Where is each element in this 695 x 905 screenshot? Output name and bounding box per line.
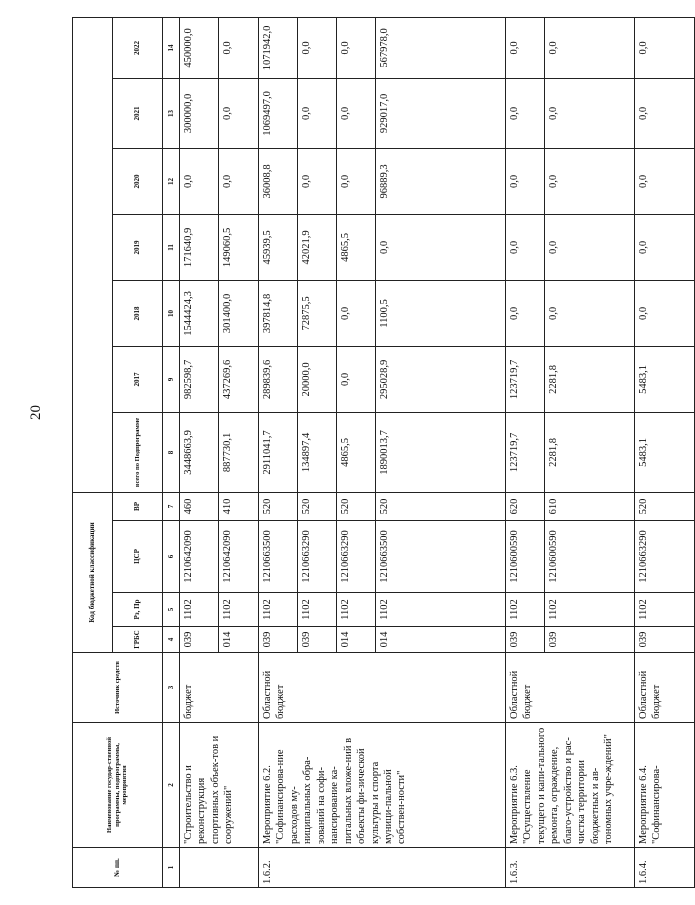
cell-csr: 1210663290 [337,521,376,593]
cell-year-2021: 0,0 [506,78,545,148]
header-no: № пп. [73,848,163,888]
cell-year-2020: 0,0 [219,148,259,214]
cell-rzpr: 1102 [219,593,259,627]
cell-rzpr: 1102 [376,593,506,627]
column-number: 4 [163,627,180,653]
cell-total: 2281,8 [545,412,635,492]
cell-year-2018: 397814,8 [259,280,298,346]
header-expenses-empty [73,17,113,492]
table-row [506,17,545,887]
cell-total: 134897,4 [298,412,337,492]
cell-vr: 520 [376,492,506,520]
cell-year-2018: 1100,5 [376,280,506,346]
cell-year-2017: 289839,6 [259,346,298,412]
cell-total: 4865,5 [337,412,376,492]
column-number: 14 [163,17,180,78]
cell-year-2019: 4865,5 [337,214,376,280]
column-number: 6 [163,521,180,593]
cell-csr: 1210663500 [376,521,506,593]
cell-year-2018: 0,0 [506,280,545,346]
table-row [180,17,219,887]
funding-source: Областной бюджет [259,653,506,723]
cell-grbs: 039 [635,627,695,653]
cell-vr: 620 [506,492,545,520]
cell-csr: 1210642090 [180,521,219,593]
cell-year-2020: 0,0 [298,148,337,214]
cell-csr: 1210663500 [259,521,298,593]
cell-vr: 520 [635,492,695,520]
cell-total: 123719,7 [506,412,545,492]
header-year-2021: 2021 [113,78,163,148]
cell-year-2019: 0,0 [506,214,545,280]
cell-year-2021: 0,0 [545,78,635,148]
cell-year-2019: 149060,5 [219,214,259,280]
column-number: 13 [163,78,180,148]
cell-rzpr: 1102 [298,593,337,627]
cell-vr: 610 [545,492,635,520]
cell-year-2018: 0,0 [635,280,695,346]
header-year-2017: 2017 [113,346,163,412]
measure-name: Мероприятие 6.3. "Осуществление текущего и капи-тального ремонта, ограждение, благо-устройство и рас-чистка территории бюджетных и ав-тономных учре-ждений" [506,723,635,848]
cell-vr: 520 [337,492,376,520]
cell-rzpr: 1102 [180,593,219,627]
column-number: 5 [163,593,180,627]
header-year-2018: 2018 [113,280,163,346]
cell-grbs: 039 [545,627,635,653]
cell-csr: 1210642090 [219,521,259,593]
cell-year-2020: 0,0 [337,148,376,214]
cell-year-2022: 567978,0 [376,17,506,78]
cell-year-2021: 0,0 [337,78,376,148]
cell-year-2022: 0,0 [298,17,337,78]
cell-year-2022: 450000,0 [180,17,219,78]
header-year-2022: 2022 [113,17,163,78]
column-number: 11 [163,214,180,280]
cell-year-2018: 0,0 [545,280,635,346]
funding-source: Областной бюджет [506,653,635,723]
cell-csr: 1210600590 [545,521,635,593]
column-number: 2 [163,723,180,848]
row-number: 1.6.3. [506,848,635,888]
cell-year-2019: 171640,9 [180,214,219,280]
cell-year-2018: 0,0 [337,280,376,346]
cell-total: 887730,1 [219,412,259,492]
header-name: Наименование государ-ственной программы, подпрограммы, мероприятия [73,723,163,848]
cell-grbs: 014 [337,627,376,653]
header-year-2019: 2019 [113,214,163,280]
cell-year-2017: 5483,1 [635,346,695,412]
cell-year-2021: 0,0 [219,78,259,148]
header-code-group: Код бюджетной классификации [73,492,113,652]
cell-vr: 410 [219,492,259,520]
cell-total: 2911041,7 [259,412,298,492]
cell-csr: 1210600590 [506,521,545,593]
cell-year-2022: 0,0 [337,17,376,78]
table-row [259,17,298,887]
column-number-row [163,17,180,887]
cell-year-2019: 0,0 [376,214,506,280]
cell-year-2020: 36008,8 [259,148,298,214]
cell-year-2020: 0,0 [545,148,635,214]
cell-year-2022: 0,0 [635,17,695,78]
cell-rzpr: 1102 [635,593,695,627]
cell-year-2021: 1069497,0 [259,78,298,148]
cell-csr: 1210663290 [635,521,695,593]
cell-year-2017: 123719,7 [506,346,545,412]
cell-year-2022: 0,0 [506,17,545,78]
header-year-2020: 2020 [113,148,163,214]
header-grbs: ГРБС [113,627,163,653]
table-body [180,17,695,887]
cell-grbs: 039 [506,627,545,653]
funding-source: Областной бюджет [635,653,695,723]
cell-year-2022: 0,0 [219,17,259,78]
column-number: 8 [163,412,180,492]
cell-total: 1890013,7 [376,412,506,492]
cell-year-2017: 982598,7 [180,346,219,412]
header-vr: ВР [113,492,163,520]
cell-year-2020: 0,0 [635,148,695,214]
cell-rzpr: 1102 [337,593,376,627]
page-number: 20 [28,405,44,420]
measure-name: "Строительство и реконструкция спортивных объек-тов и сооружений" [180,723,259,848]
cell-vr: 520 [298,492,337,520]
cell-year-2017: 20000,0 [298,346,337,412]
cell-total: 3448663,9 [180,412,219,492]
cell-csr: 1210663290 [298,521,337,593]
column-number: 10 [163,280,180,346]
cell-grbs: 014 [376,627,506,653]
cell-grbs: 014 [219,627,259,653]
cell-year-2019: 0,0 [635,214,695,280]
cell-year-2017: 2281,8 [545,346,635,412]
header-total: всего по Подпрограмме [113,412,163,492]
cell-year-2017: 295028,9 [376,346,506,412]
cell-year-2017: 437269,6 [219,346,259,412]
header-source: Источник средств [73,653,163,723]
cell-year-2021: 0,0 [298,78,337,148]
cell-year-2020: 0,0 [180,148,219,214]
cell-grbs: 039 [180,627,219,653]
measure-name: Мероприятие 6.4. "Софинансирова- [635,723,695,848]
cell-year-2019: 45939,5 [259,214,298,280]
measure-name: Мероприятие 6.2. "Софинансирова-ние расходов му-ниципальных обра-зований на софи-нансирование ка-питальных вложе-ний в объекты фи-зической культуры и спорта муници-пальной собствен-ности" [259,723,506,848]
rotated-page-content [72,18,663,888]
cell-rzpr: 1102 [259,593,298,627]
cell-vr: 520 [259,492,298,520]
header-rzpr: Рз, Пр [113,593,163,627]
cell-rzpr: 1102 [506,593,545,627]
funding-source: бюджет [180,653,259,723]
cell-year-2019: 0,0 [545,214,635,280]
cell-grbs: 039 [298,627,337,653]
cell-grbs: 039 [259,627,298,653]
cell-year-2020: 96889,3 [376,148,506,214]
cell-year-2018: 301400,0 [219,280,259,346]
row-number: 1.6.2. [259,848,506,888]
cell-rzpr: 1102 [545,593,635,627]
cell-year-2017: 0,0 [337,346,376,412]
row-number [180,848,259,888]
cell-year-2021: 300000,0 [180,78,219,148]
cell-year-2022: 0,0 [545,17,635,78]
table-row [635,17,695,887]
cell-total: 5483,1 [635,412,695,492]
cell-year-2021: 929017,0 [376,78,506,148]
cell-year-2021: 0,0 [635,78,695,148]
column-number: 7 [163,492,180,520]
header-csr: ЦСР [113,521,163,593]
cell-year-2022: 1071942,0 [259,17,298,78]
cell-year-2018: 72875,5 [298,280,337,346]
cell-year-2019: 42021,9 [298,214,337,280]
column-number: 3 [163,653,180,723]
cell-year-2018: 1544424,3 [180,280,219,346]
column-number: 1 [163,848,180,888]
column-number: 9 [163,346,180,412]
cell-vr: 460 [180,492,219,520]
column-number: 12 [163,148,180,214]
cell-year-2020: 0,0 [506,148,545,214]
budget-table [72,17,695,888]
row-number: 1.6.4. [635,848,695,888]
